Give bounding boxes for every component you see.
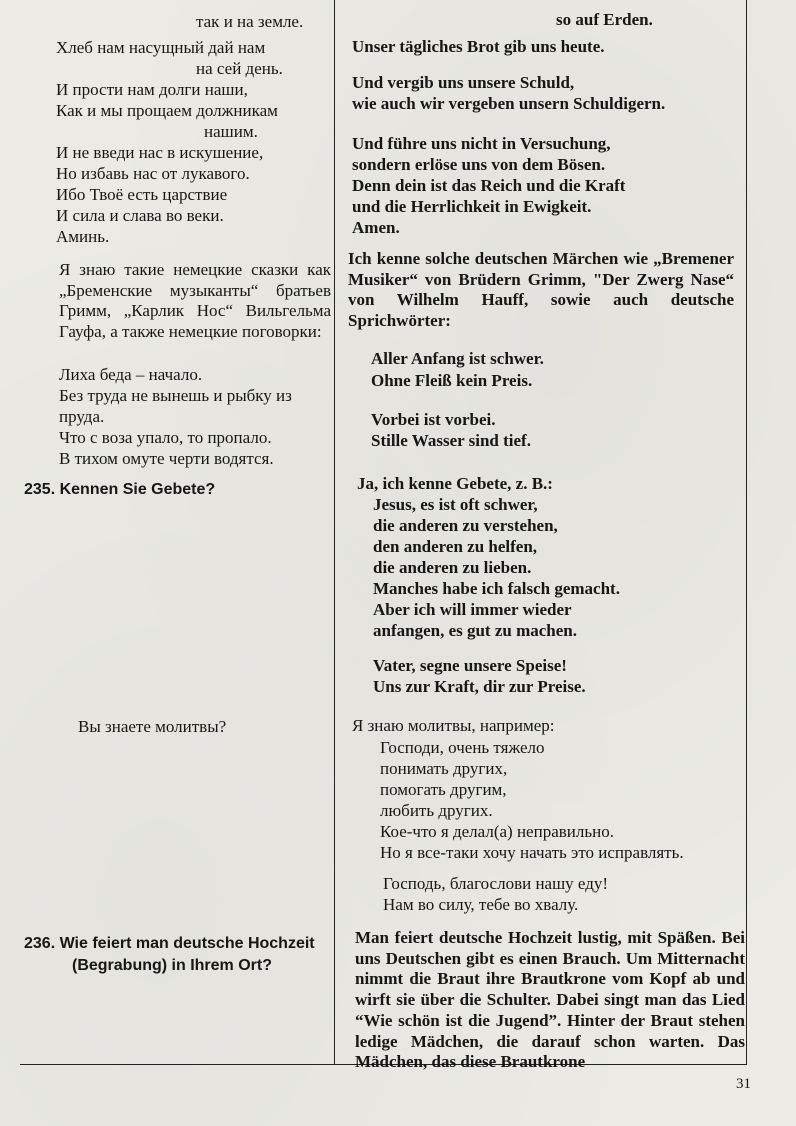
answer-235-prayer-line: Jesus, es ist oft schwer, xyxy=(373,495,538,514)
column-divider xyxy=(334,0,335,1064)
prayer-de-line: Denn dein ist das Reich und die Kraft xyxy=(352,176,626,195)
answer-235-prayer-line: den anderen zu helfen, xyxy=(373,537,538,556)
tales-de-paragraph: Ich kenne solche deutschen Märchen wie „Bremener Musiker“ von Brüdern Grimm, "Der Zwerg Nase“ von Wilhelm Hauff, sowie auch deutsche Sprichwörter: xyxy=(348,249,734,330)
answer-235-prayer-line: anfangen, es gut zu machen. xyxy=(373,621,578,640)
answer-235-ru-grace-line: Нам во силу, тебе во хвалу. xyxy=(383,895,579,914)
answer-235-ru-prayer-line: Но я все-таки хочу начать это исправлять. xyxy=(380,843,684,862)
prayer-ru-line: И не введи нас в искушение, xyxy=(56,143,264,162)
proverb-ru-line: Без труда не вынешь и рыбку из xyxy=(59,386,292,405)
prayer-ru-line: И прости нам долги наши, xyxy=(56,80,248,99)
prayer-de-line: so auf Erden. xyxy=(556,10,653,29)
answer-235-ru-prayer-line: Господи, очень тяжело xyxy=(380,738,545,757)
answer-235-ru-intro: Я знаю молитвы, например: xyxy=(352,716,555,735)
answer-235-prayer-line: die anderen zu lieben. xyxy=(373,558,532,577)
prayer-de-line: sondern erlöse uns von dem Bösen. xyxy=(352,155,606,174)
prayer-de-line: Und vergib uns unsere Schuld, xyxy=(352,73,575,92)
prayer-ru-line: Аминь. xyxy=(56,227,110,246)
page-number: 31 xyxy=(736,1076,751,1092)
prayer-de-line: Unser tägliches Brot gib uns heute. xyxy=(352,37,605,56)
question-235-ru: Вы знаете молитвы? xyxy=(78,717,227,736)
prayer-de-line: und die Herrlichkeit in Ewigkeit. xyxy=(352,197,592,216)
answer-235-grace-line: Uns zur Kraft, dir zur Preise. xyxy=(373,677,586,696)
proverb-ru-line: Что с воза упало, то пропало. xyxy=(59,428,272,447)
prayer-de-line: wie auch wir vergeben unsern Schuldigern. xyxy=(352,94,666,113)
answer-235-ru-prayer-line: Кое-что я делал(а) неправильно. xyxy=(380,822,614,841)
answer-235-ru-prayer-line: любить других. xyxy=(380,801,493,820)
prayer-ru-line: нашим. xyxy=(204,122,258,141)
prayer-ru-line: Как и мы прощаем должникам xyxy=(56,101,278,120)
prayer-ru-line: Ибо Твоё есть царствие xyxy=(56,185,228,204)
question-235: 235. Kennen Sie Gebete? xyxy=(24,481,216,498)
proverb-de-line: Vorbei ist vorbei. xyxy=(371,410,496,429)
answer-235-ru-prayer-line: понимать других, xyxy=(380,759,508,778)
answer-235-prayer-line: Manches habe ich falsch gemacht. xyxy=(373,579,620,598)
answer-235-ru-grace-line: Господь, благослови нашу еду! xyxy=(383,874,609,893)
prayer-de-line: Und führe uns nicht in Versuchung, xyxy=(352,134,611,153)
question-236-line: (Begrabung) in Ihrem Ort? xyxy=(72,957,272,974)
prayer-de-line: Amen. xyxy=(352,218,400,237)
proverb-ru-line: Лиха беда – начало. xyxy=(59,365,203,384)
prayer-ru-line: на сей день. xyxy=(196,59,283,78)
proverb-ru-line: пруда. xyxy=(59,407,105,426)
answer-235-prayer-line: Aber ich will immer wieder xyxy=(373,600,572,619)
question-236-line: 236. Wie feiert man deutsche Hochzeit xyxy=(24,935,315,952)
answer-236-paragraph: Man feiert deutsche Hochzeit lustig, mit Späßen. Bei uns Deutschen gibt es einen Brauch. Um Mitternacht nimmt die Braut ihre Brautkrone vom Kopf ab und wirft sie über die Schulter. Dabei singt man das Lied “Wie schön ist die Jugend”. Hinter der Braut stehen ledige Mädchen, die darauf schon warten. Das Mädchen, das diese Brautkrone xyxy=(355,928,745,1072)
answer-235-prayer-line: die anderen zu verstehen, xyxy=(373,516,558,535)
proverb-ru-line: В тихом омуте черти водятся. xyxy=(59,449,274,468)
prayer-ru-line: И сила и слава во веки. xyxy=(56,206,224,225)
tales-ru-paragraph: Я знаю такие немецкие сказки как „Бременские музыканты“ братьев Гримм, „Карлик Нос“ Вильгельма Гауфа, а также немецкие поговорки: xyxy=(59,260,331,341)
prayer-ru-line: Хлеб нам насущный дай нам xyxy=(56,38,266,57)
proverb-de-line: Stille Wasser sind tief. xyxy=(371,431,531,450)
answer-235-grace-line: Vater, segne unsere Speise! xyxy=(373,656,567,675)
prayer-ru-line: Но избавь нас от лукавого. xyxy=(56,164,250,183)
answer-235-intro: Ja, ich kenne Gebete, z. B.: xyxy=(357,474,553,493)
prayer-ru-line: так и на земле. xyxy=(196,12,304,31)
answer-235-ru-prayer-line: помогать другим, xyxy=(380,780,507,799)
proverb-de-line: Ohne Fleiß kein Preis. xyxy=(371,371,533,390)
proverb-de-line: Aller Anfang ist schwer. xyxy=(371,349,544,368)
